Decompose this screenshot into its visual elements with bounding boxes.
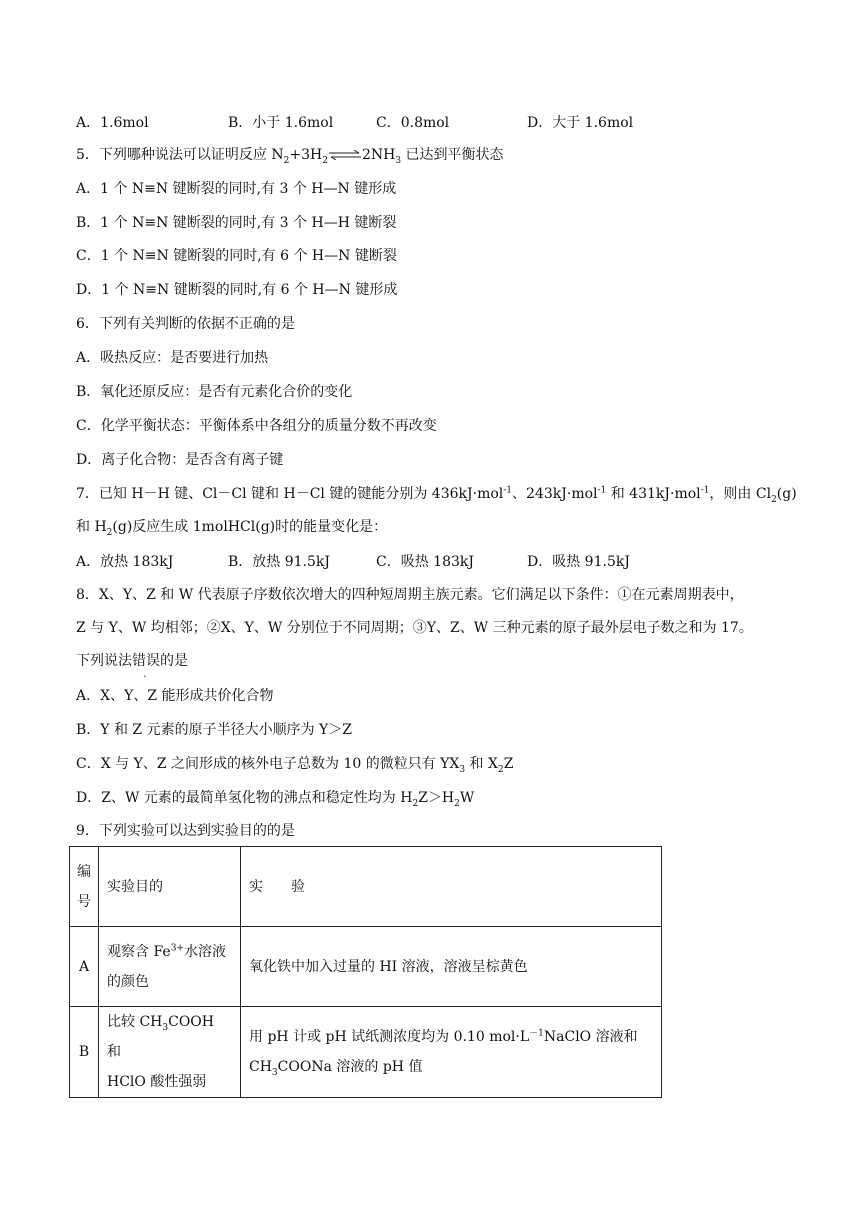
q6-option-c: C．化学平衡状态：平衡体系中各组分的质量分数不再改变 [76, 418, 437, 434]
row-number: B [70, 1007, 99, 1098]
q7-option-c: C．吸热 183kJ [376, 554, 474, 570]
header-experiment: 实 验 [241, 847, 662, 927]
q5-stem: 5．下列哪种说法可以证明反应 $N_2+3H_2$ $2NH_3$ 已达到平衡状态 [76, 147, 504, 166]
table-header-row [70, 847, 662, 927]
q8-option-a: A．X、Y、Z 能形成共价化合物 [76, 688, 274, 704]
q6-option-d: D．离子化合物：是否含有离子键 [76, 452, 284, 468]
q7-option-d: D．吸热 91.5kJ [527, 554, 630, 570]
row-experiment: 用 pH 计或 pH 试纸测浓度均为 0.10 $mol\cdot L^{-1}NaClO$ 溶液和 $CH_3COONa$ 溶液的 pH 值 [241, 1007, 662, 1098]
row-experiment: 氧化铁中加入过量的 HI 溶液，溶液呈棕黄色 [241, 927, 662, 1007]
q7-stem-line2: 和 $H_2(g)$反应生成 1molHCl(g)时的能量变化是： [76, 519, 388, 538]
table-row [70, 1007, 662, 1098]
q8-option-b: B．Y 和 Z 元素的原子半径大小顺序为 Y＞Z [76, 722, 353, 738]
q7-option-a: A．放热 183kJ [76, 554, 174, 570]
q4-option-d: D．大于 1.6mol [527, 115, 634, 131]
experiment-table [69, 846, 662, 1098]
header-purpose: 实验目的 [99, 847, 241, 927]
q6-option-b: B．氧化还原反应：是否有元素化合价的变化 [76, 384, 353, 400]
q4-option-b: B．小于 1.6mol [228, 115, 334, 131]
q8-option-d: D．Z、W 元素的最简单氢化物的沸点和稳定性均为 $H_2Z>H_2W$ [76, 790, 475, 809]
q6-stem: 6．下列有关判断的依据不正确的是 [76, 316, 295, 332]
q4-option-c: C．0.8mol [376, 115, 450, 131]
q7-stem-line1: 7．已知 H－H 键、Cl－Cl 键和 H－Cl 键的键能分别为 436kJ·mol$^{-1}$、243kJ·mol$^{-1}$ 和 431kJ·mol$^{-1}$，则由 $Cl_2(g)$ [76, 485, 797, 505]
q9-stem: 9．下列实验可以达到实验目的的是 [76, 823, 295, 839]
q7-option-b: B．放热 91.5kJ [228, 554, 331, 570]
q5-option-a: A．1 个 N≡N 键断裂的同时,有 3 个 H—N 键形成 [76, 181, 397, 197]
header-number: 编 号 [70, 847, 99, 927]
q8-stem-line1: 8．X、Y、Z 和 W 代表原子序数依次增大的四种短周期主族元素。它们满足以下条件：①在元素周期表中， [76, 587, 744, 603]
row-purpose: 观察含 $Fe^{3+}$水溶液 的颜色 [99, 927, 241, 1007]
table-row [70, 927, 662, 1007]
q5-option-b: B．1 个 N≡N 键断裂的同时,有 3 个 H—H 键断裂 [76, 215, 397, 231]
q8-option-c: C．X 与 Y、Z 之间形成的核外电子总数为 10 的微粒只有 $YX_3$ 和 $X_2Z$ [76, 756, 514, 775]
q4-option-a: A．1.6mol [76, 115, 149, 131]
q6-option-a: A．吸热反应：是否要进行加热 [76, 350, 269, 366]
equilibrium-arrow-icon [328, 150, 362, 160]
q8-stem-line2: Z 与 Y、W 均相邻；②X、Y、W 分别位于不同周期；③Y、Z、W 三种元素的原子最外层电子数之和为 17。 [76, 620, 753, 636]
q5-option-c: C．1 个 N≡N 键断裂的同时,有 6 个 H—N 键断裂 [76, 248, 397, 264]
row-number: A [70, 927, 99, 1007]
emphasis-word: 错误 [132, 653, 160, 669]
q5-option-d: D．1 个 N≡N 键断裂的同时,有 6 个 H—N 键形成 [76, 282, 398, 298]
row-purpose: 比较 $CH_3COOH$ 和 HClO 酸性强弱 [99, 1007, 241, 1098]
q8-stem-line3: 下列说法错误的是 [76, 653, 188, 669]
